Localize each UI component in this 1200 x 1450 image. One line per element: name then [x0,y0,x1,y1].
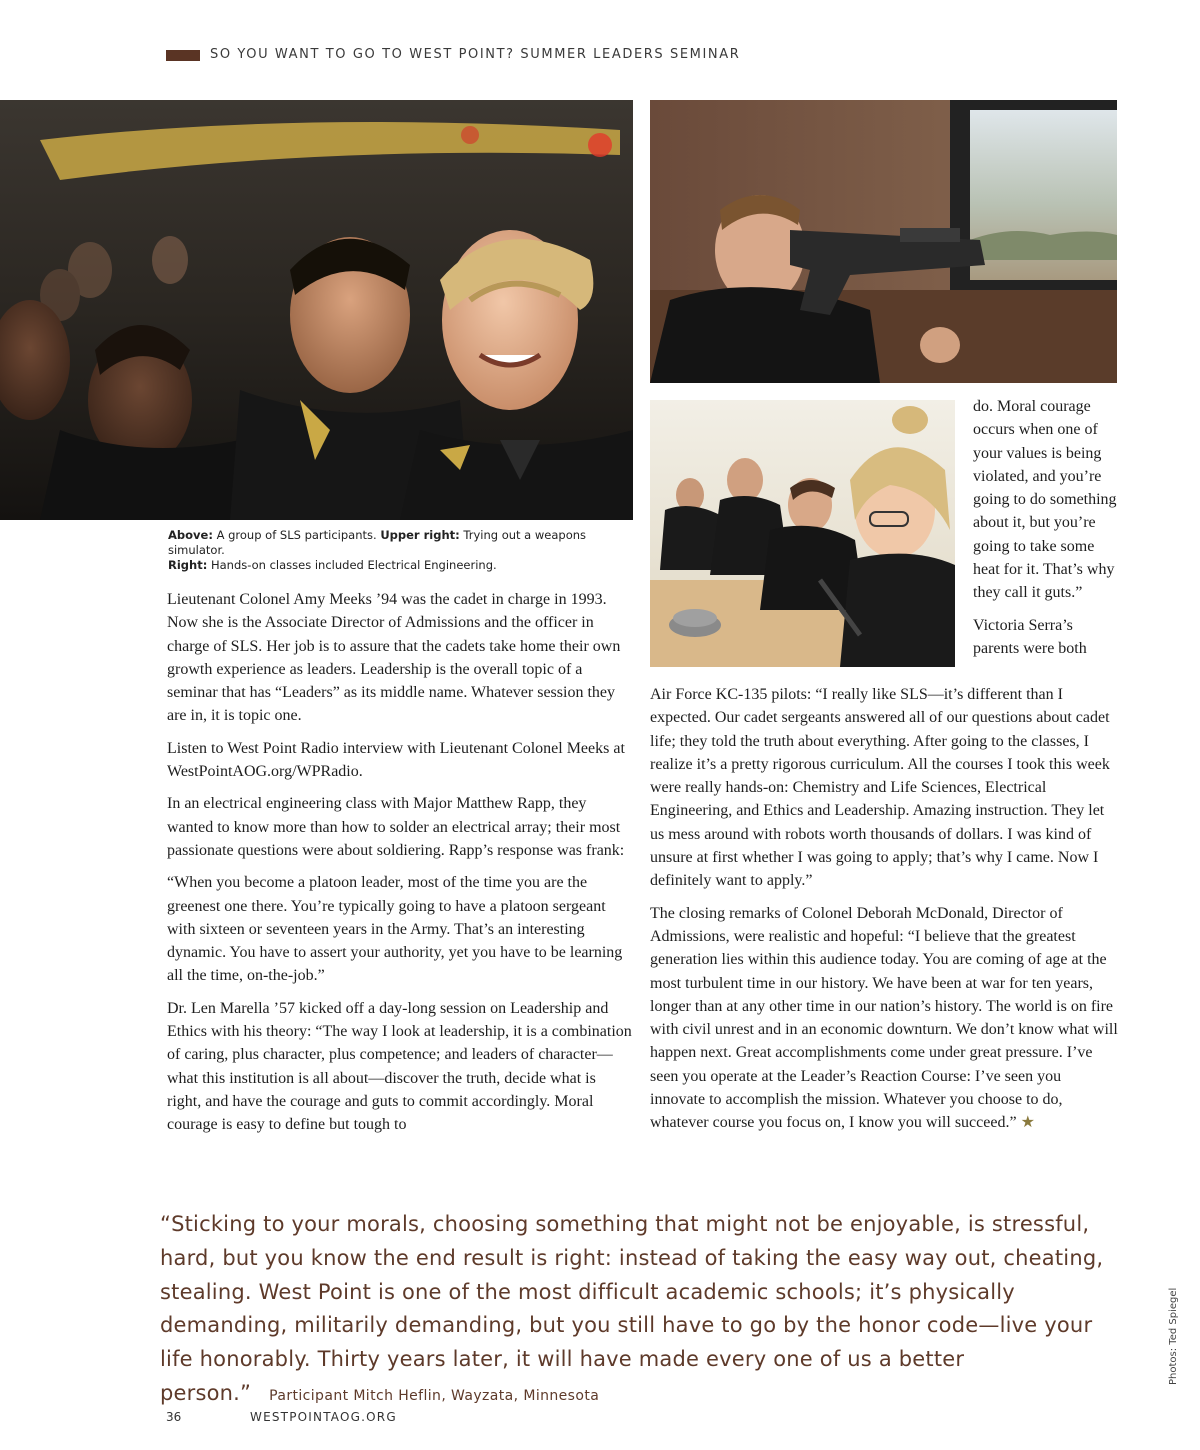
right-narrow-column [973,395,1121,660]
caption-upper-right-text: Trying out a weapons simulator. [168,528,587,557]
left-paragraph-3: In an electrical engineering class with Major Matthew Rapp, they wanted to know more than how to solder an electrical array; their most passionate questions were about soldiering. Rapp’s response was frank: [167,795,625,859]
photo-caption [168,528,638,573]
right-paragraph-1: Air Force KC-135 pilots: “I really like SLS—it’s different than I expected. Our cadet sergeants answered all of our questions about cadet life; they told the truth about everything. After going to the classes, I realize it’s a pretty rigorous curriculum. All the courses I took this week were really hands-on: Chemistry and Life Sciences, Electrical Engineering, and Ethics and Leadership. Amazing instruction. They let us mess around with robots worth thousands of dollars. I was kind of unsure at first whether I was going to apply; that’s why I came. Now I definitely want to apply.” [650,686,1110,890]
right-narrow-paragraph-1: do. Moral courage occurs when one of your values is being violated, and you’re going to do something about it, but you’re going to take some heat for it. That’s why they call it guts.” [973,398,1117,602]
end-star-icon: ★ [1020,1114,1035,1132]
pull-quote-attribution: Participant Mitch Heflin, Wayzata, Minnesota [269,1387,600,1404]
left-paragraph-5: Dr. Len Marella ’57 kicked off a day-long session on Leadership and Ethics with his theory: “The way I look at leadership, it is a combination of caring, plus character, plus competence; and leaders of character—what this institution is all about—discover the truth, decide what is right, and have the courage and guts to commit accordingly. Moral courage is easy to define but tough to [167,999,632,1134]
group-photo [0,100,633,520]
caption-right-label: Right: [168,558,208,572]
group-photo-image [0,100,633,520]
pull-quote [160,1208,1125,1414]
footer-site: WESTPOINTAOG.ORG [250,1410,397,1424]
caption-above-text: A group of SLS participants. [212,528,381,542]
left-paragraph-2: Listen to West Point Radio interview with Lieutenant Colonel Meeks at WestPointAOG.org/WPRadio. [167,739,625,781]
right-paragraph-2-text: The closing remarks of Colonel Deborah McDonald, Director of Admissions, were realistic and hopeful: “I believe that the greatest generation lies within this audience today. You are coming of age at the most turbulent time in our history. We have been at war for ten years, longer than at any other time in our nation’s history. The world is on fire with civil unrest and in an economic downturn. We don’t know what will happen next. Great accomplishments come under great pressure. I’ve seen you operate at the Leader’s Reaction Course: I’ve seen you innovate to accomplish the mission. Whatever you choose to do, whatever course you focus on, I know you will succeed.” [650,904,1118,1132]
left-column [167,588,633,1146]
simulator-photo-image [650,100,1117,383]
lab-photo-image [650,400,955,667]
caption-above-label: Above: [168,528,213,542]
page-number: 36 [166,1410,182,1424]
right-column [650,683,1120,1144]
caption-right-text: Hands-on classes included Electrical Engineering. [207,558,497,572]
right-paragraph-2 [650,902,1120,1135]
running-title: SO YOU WANT TO GO TO WEST POINT? SUMMER LEADERS SEMINAR [210,47,741,62]
simulator-photo [650,100,1117,383]
photo-credit: Photos: Ted Spiegel [1168,1287,1179,1385]
left-paragraph-1: Lieutenant Colonel Amy Meeks ’94 was the cadet in charge in 1993. Now she is the Associate Director of Admissions and the officer in charge of SLS. Her job is to assure that the cadets take home their own growth experience as leaders. Leadership is the overall topic of a seminar that has “Leaders” as its middle name. Whatever session they are in, it is topic one. [167,591,621,725]
right-narrow-paragraph-2: Victoria Serra’s parents were both [973,616,1087,657]
lab-photo [650,400,955,667]
left-paragraph-4: “When you become a platoon leader, most of the time you are the greenest one there. You’re typically going to have a platoon sergeant with sixteen or seventeen years in the Army. That’s an interesting dynamic. You have to assert your authority, yet you have to be learning all the time, on-the-job.” [167,874,623,985]
header-accent-bar [166,50,200,61]
pull-quote-text: “Sticking to your morals, choosing something that might not be enjoyable, is stressful, hard, but you know the end result is right: instead of taking the easy way out, cheating, stealing. West Point is one of the most difficult academic schools; it’s physically demanding, militarily demanding, but you still have to go by the honor code—live your life honorably. Thirty years later, it will have made every one of us a better person.” [160,1212,1104,1405]
caption-upper-right-label: Upper right: [380,528,460,542]
